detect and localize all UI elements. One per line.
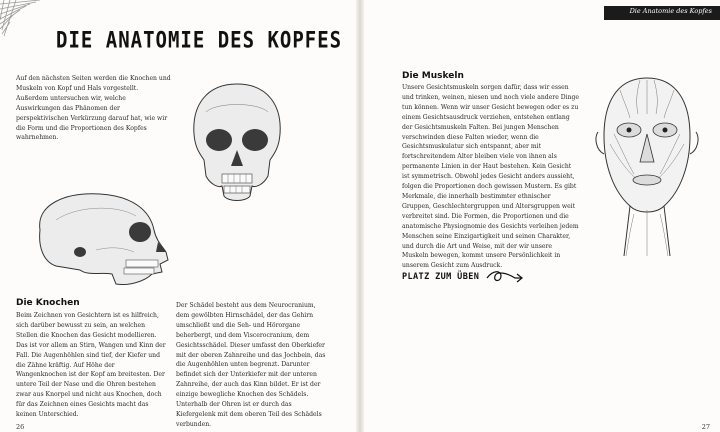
page-number-right: 27	[701, 423, 710, 431]
page-number-left: 26	[16, 423, 25, 431]
muskeln-heading: Die Muskeln	[402, 71, 464, 81]
skull-side-drawing	[16, 190, 180, 292]
book-gutter	[356, 0, 364, 432]
practice-label: PLATZ ZUM ÜBEN	[402, 272, 480, 282]
loop-arrow-icon	[485, 268, 525, 286]
scribble-corner-icon	[0, 0, 46, 40]
knochen-heading: Die Knochen	[16, 298, 80, 308]
skull-front-drawing	[186, 82, 288, 204]
intro-paragraph: Auf den nächsten Seiten werden die Knochen und Muskeln von Kopf und Hals vorgestellt. Außerdem untersuchen wir, welche Auswirkungen das Phänomen der perspektivischen Verkürzung darauf hat, wie wir die Form und die Proportionen des Kopfes wahrnehmen.	[16, 75, 171, 142]
face-muscles-drawing	[590, 74, 704, 256]
practice-section	[402, 268, 525, 286]
muskeln-paragraph: Unsere Gesichtsmuskeln sorgen dafür, dass wir essen und trinken, weinen, niesen und noch viele andere Dinge tun können. Wenn wir unser Gesicht bewegen oder es zu einem Gesichtsausdruck verziehen, entstehen entlang der Gesichtsmuskeln Falten. Bei jungen Menschen verschwinden diese Falten wieder, wenn die Gesichtsmuskulatur sich entspannt, aber mit fortschreitendem Alter bleiben viele von ihnen als permanente Linien in der Haut bestehen. Kein Gesicht ist symmetrisch. Obwohl jedes Gesicht anders aussieht, folgen die Proportionen doch gewissen Mustern. Es gibt Merkmale, die innerhalb bestimmter ethnischer Gruppen, Geschlechtergruppen und Altersgruppen weit verbreitet sind. Die Formen, die Proportionen und die anatomische Physiognomie des Gesichts verleihen jedem Menschen seine Einzigartigkeit und seinen Charakter, und durch die Art und Weise, mit der wir unsere Muskeln bewegen, kommt unsere Persönlichkeit in unserem Gesicht zum Ausdruck.	[402, 84, 580, 270]
schaedel-paragraph: Der Schädel besteht aus dem Neurocranium, dem gewölbten Hirnschädel, der das Gehirn umschließt und die Seh- und Hörorgane beherbergt, und dem Viscerocranium, dem Gesichtsschädel. Dieser umfasst den Oberkiefer mit der oberen Zahnreihe und das Jochbein, das die Augenhöhlen unten begrenzt. Darunter befindet sich der Unterkiefer mit der unteren Zahnreihe, der auch das Kinn bildet. Er ist der einzige bewegliche Knochen des Schädels. Unterhalb der Ohren ist er durch das Kiefergelenk mit dem oberen Teil des Schädels verbunden.	[176, 302, 326, 428]
page-title: DIE ANATOMIE DES KOPFES	[56, 28, 343, 54]
running-header	[604, 6, 720, 20]
running-header-text: Die Anatomie des Kopfes	[629, 7, 712, 15]
knochen-paragraph: Beim Zeichnen von Gesichtern ist es hilfreich, sich darüber bewusst zu sein, an welchen Stellen die Knochen das Gesicht modellieren. Das ist vor allem an Stirn, Wangen und Kinn der Fall. Die Augenhöhlen sind tief, der Kiefer und die Zähne kräftig. Auf Höhe der Wangenknochen ist der Kopf am breitesten. Der untere Teil der Nase und die Ohren bestehen zwar aus Knorpel und nicht aus Knochen, doch für das Zeichnen eines Gesichts macht das keinen Unterschied.	[16, 312, 166, 419]
